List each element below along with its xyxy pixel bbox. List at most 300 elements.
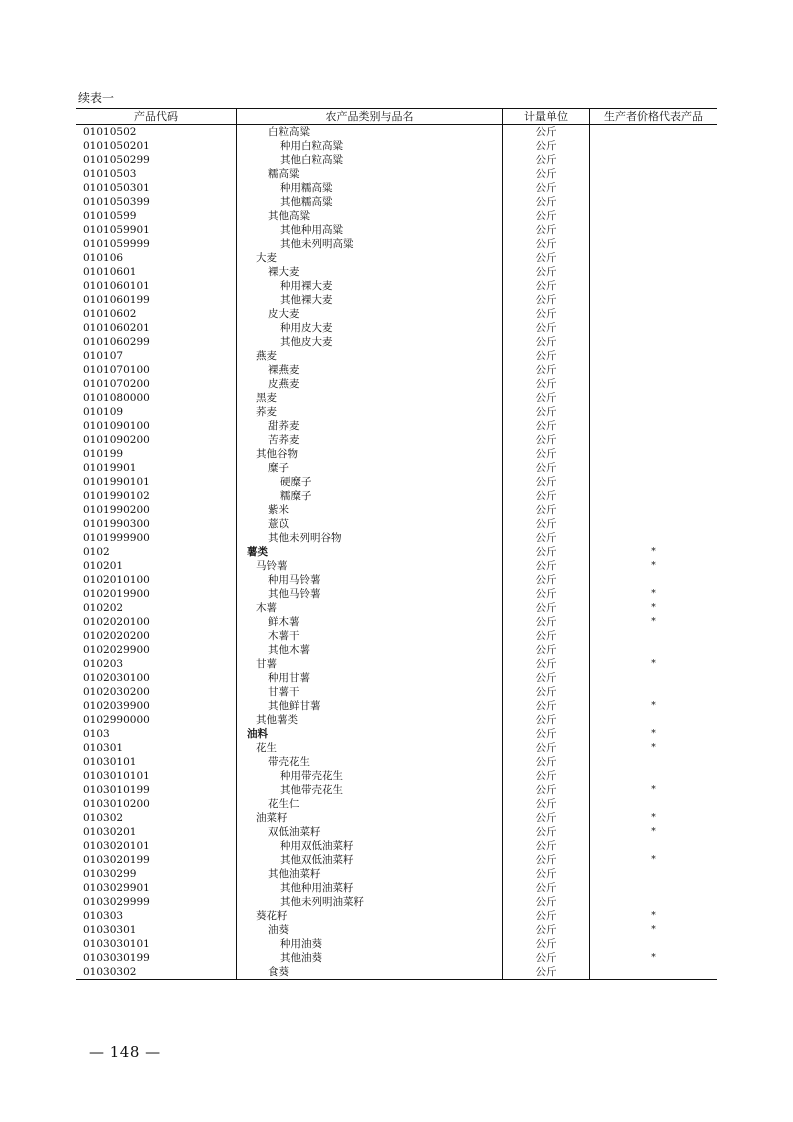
table-row bbox=[76, 181, 717, 195]
price-representative-mark-cell bbox=[589, 391, 717, 405]
product-name-cell: 白粒高粱 bbox=[236, 125, 502, 139]
table-row bbox=[76, 895, 717, 909]
table-header-row bbox=[76, 109, 717, 125]
product-name-cell: 其他高粱 bbox=[236, 209, 502, 223]
table-row bbox=[76, 433, 717, 447]
unit-cell: 公斤 bbox=[502, 545, 589, 559]
price-representative-mark-cell bbox=[589, 797, 717, 811]
product-name-cell: 其他马铃薯 bbox=[236, 587, 502, 601]
table-row bbox=[76, 139, 717, 153]
unit-cell: 公斤 bbox=[502, 307, 589, 321]
product-name-cell: 种用甘薯 bbox=[236, 671, 502, 685]
price-representative-mark-cell: * bbox=[589, 783, 717, 797]
product-code-cell: 01010503 bbox=[83, 168, 137, 180]
product-name-cell: 种用油葵 bbox=[236, 937, 502, 951]
product-name-cell: 苦荞麦 bbox=[236, 433, 502, 447]
price-representative-mark-cell bbox=[589, 643, 717, 657]
price-representative-mark-cell bbox=[589, 531, 717, 545]
product-code-cell: 0102030200 bbox=[83, 686, 150, 698]
product-name-cell: 油菜籽 bbox=[236, 811, 502, 825]
price-representative-mark-cell bbox=[589, 489, 717, 503]
product-name-cell: 紫米 bbox=[236, 503, 502, 517]
product-code-cell: 0102020100 bbox=[83, 616, 150, 628]
unit-cell: 公斤 bbox=[502, 489, 589, 503]
unit-cell: 公斤 bbox=[502, 293, 589, 307]
unit-cell: 公斤 bbox=[502, 615, 589, 629]
table-row bbox=[76, 531, 717, 545]
unit-cell: 公斤 bbox=[502, 867, 589, 881]
price-representative-mark-cell bbox=[589, 363, 717, 377]
table-row bbox=[76, 881, 717, 895]
product-name-cell: 甘薯 bbox=[236, 657, 502, 671]
price-representative-mark-cell: * bbox=[589, 657, 717, 671]
product-name-cell: 其他薯类 bbox=[236, 713, 502, 727]
product-code-cell: 0101090200 bbox=[83, 434, 150, 446]
header-price-representative: 生产者价格代表产品 bbox=[589, 109, 717, 124]
price-representative-mark-cell bbox=[589, 629, 717, 643]
product-code-cell: 01030302 bbox=[83, 966, 137, 978]
table-row bbox=[76, 447, 717, 461]
table-row bbox=[76, 671, 717, 685]
price-representative-mark-cell bbox=[589, 321, 717, 335]
unit-cell: 公斤 bbox=[502, 671, 589, 685]
unit-cell: 公斤 bbox=[502, 349, 589, 363]
product-code-cell: 0101050301 bbox=[83, 182, 150, 194]
table-row bbox=[76, 517, 717, 531]
price-representative-mark-cell bbox=[589, 335, 717, 349]
price-representative-mark-cell bbox=[589, 503, 717, 517]
price-representative-mark-cell bbox=[589, 153, 717, 167]
unit-cell: 公斤 bbox=[502, 139, 589, 153]
product-code-cell: 0103030101 bbox=[83, 938, 150, 950]
price-representative-mark-cell bbox=[589, 685, 717, 699]
product-name-cell: 食葵 bbox=[236, 965, 502, 979]
product-name-cell: 鲜木薯 bbox=[236, 615, 502, 629]
price-representative-mark-cell bbox=[589, 839, 717, 853]
price-representative-mark-cell bbox=[589, 195, 717, 209]
unit-cell: 公斤 bbox=[502, 741, 589, 755]
unit-cell: 公斤 bbox=[502, 727, 589, 741]
price-representative-mark-cell bbox=[589, 223, 717, 237]
table-row bbox=[76, 811, 717, 825]
table-row bbox=[76, 839, 717, 853]
product-name-cell: 裸大麦 bbox=[236, 265, 502, 279]
unit-cell: 公斤 bbox=[502, 223, 589, 237]
product-name-cell: 花生仁 bbox=[236, 797, 502, 811]
price-representative-mark-cell bbox=[589, 419, 717, 433]
product-code-cell: 0102990000 bbox=[83, 714, 150, 726]
table-row bbox=[76, 195, 717, 209]
table-row bbox=[76, 489, 717, 503]
product-name-cell: 其他未列明油菜籽 bbox=[236, 895, 502, 909]
product-name-cell: 其他糯高粱 bbox=[236, 195, 502, 209]
product-name-cell: 油葵 bbox=[236, 923, 502, 937]
unit-cell: 公斤 bbox=[502, 335, 589, 349]
price-representative-mark-cell: * bbox=[589, 741, 717, 755]
product-name-cell: 木薯 bbox=[236, 601, 502, 615]
product-name-cell: 其他油菜籽 bbox=[236, 867, 502, 881]
table-row bbox=[76, 153, 717, 167]
product-code-cell: 0101060201 bbox=[83, 322, 150, 334]
unit-cell: 公斤 bbox=[502, 657, 589, 671]
product-name-cell: 种用带壳花生 bbox=[236, 769, 502, 783]
header-product-code: 产品代码 bbox=[134, 110, 178, 123]
price-representative-mark-cell bbox=[589, 937, 717, 951]
unit-cell: 公斤 bbox=[502, 839, 589, 853]
product-code-cell: 0101050299 bbox=[83, 154, 150, 166]
table-row bbox=[76, 755, 717, 769]
product-code-cell: 0103020199 bbox=[83, 854, 150, 866]
unit-cell: 公斤 bbox=[502, 909, 589, 923]
product-name-cell: 皮燕麦 bbox=[236, 377, 502, 391]
price-representative-mark-cell bbox=[589, 237, 717, 251]
product-name-cell: 其他双低油菜籽 bbox=[236, 853, 502, 867]
price-representative-mark-cell: * bbox=[589, 923, 717, 937]
table-row bbox=[76, 685, 717, 699]
price-representative-mark-cell bbox=[589, 405, 717, 419]
product-code-cell: 0101050201 bbox=[83, 140, 150, 152]
unit-cell: 公斤 bbox=[502, 573, 589, 587]
product-code-cell: 0103010101 bbox=[83, 770, 150, 782]
product-name-cell: 种用马铃薯 bbox=[236, 573, 502, 587]
table-row bbox=[76, 321, 717, 335]
price-representative-mark-cell bbox=[589, 293, 717, 307]
price-representative-mark-cell bbox=[589, 517, 717, 531]
product-name-cell: 种用糯高粱 bbox=[236, 181, 502, 195]
price-representative-mark-cell bbox=[589, 433, 717, 447]
product-name-cell: 其他未列明高粱 bbox=[236, 237, 502, 251]
product-code-cell: 01019901 bbox=[83, 462, 137, 474]
product-name-cell: 种用双低油菜籽 bbox=[236, 839, 502, 853]
unit-cell: 公斤 bbox=[502, 797, 589, 811]
table-row bbox=[76, 629, 717, 643]
unit-cell: 公斤 bbox=[502, 853, 589, 867]
unit-cell: 公斤 bbox=[502, 825, 589, 839]
table-row bbox=[76, 937, 717, 951]
table-body bbox=[76, 125, 717, 979]
product-name-cell: 花生 bbox=[236, 741, 502, 755]
unit-cell: 公斤 bbox=[502, 811, 589, 825]
product-code-cell: 01030301 bbox=[83, 924, 137, 936]
table-row bbox=[76, 223, 717, 237]
unit-cell: 公斤 bbox=[502, 279, 589, 293]
unit-cell: 公斤 bbox=[502, 685, 589, 699]
table-row bbox=[76, 713, 717, 727]
product-code-cell: 0101990102 bbox=[83, 490, 150, 502]
product-name-cell: 大麦 bbox=[236, 251, 502, 265]
product-code-cell: 0102010100 bbox=[83, 574, 150, 586]
product-code-cell: 0102 bbox=[83, 546, 110, 558]
product-code-cell: 01010602 bbox=[83, 308, 137, 320]
unit-cell: 公斤 bbox=[502, 965, 589, 979]
product-code-cell: 01010502 bbox=[83, 126, 137, 138]
unit-cell: 公斤 bbox=[502, 195, 589, 209]
product-name-cell: 裸燕麦 bbox=[236, 363, 502, 377]
product-code-cell: 0101990200 bbox=[83, 504, 150, 516]
table-row bbox=[76, 853, 717, 867]
product-name-cell: 其他种用高粱 bbox=[236, 223, 502, 237]
product-code-cell: 0102019900 bbox=[83, 588, 150, 600]
product-code-cell: 010199 bbox=[83, 448, 124, 460]
price-representative-mark-cell bbox=[589, 181, 717, 195]
product-name-cell: 葵花籽 bbox=[236, 909, 502, 923]
price-representative-mark-cell bbox=[589, 139, 717, 153]
price-representative-mark-cell bbox=[589, 265, 717, 279]
product-code-cell: 0101080000 bbox=[83, 392, 150, 404]
table-row bbox=[76, 657, 717, 671]
unit-cell: 公斤 bbox=[502, 951, 589, 965]
product-code-cell: 010109 bbox=[83, 406, 124, 418]
table-row bbox=[76, 909, 717, 923]
product-code-cell: 01030101 bbox=[83, 756, 137, 768]
price-representative-mark-cell bbox=[589, 573, 717, 587]
price-representative-mark-cell bbox=[589, 307, 717, 321]
price-representative-mark-cell bbox=[589, 755, 717, 769]
price-representative-mark-cell: * bbox=[589, 853, 717, 867]
unit-cell: 公斤 bbox=[502, 923, 589, 937]
table-caption: 续表一 bbox=[78, 91, 115, 105]
product-code-cell: 0103010199 bbox=[83, 784, 150, 796]
product-code-cell: 0101070200 bbox=[83, 378, 150, 390]
product-name-cell: 黑麦 bbox=[236, 391, 502, 405]
product-code-cell: 01030201 bbox=[83, 826, 137, 838]
price-representative-mark-cell: * bbox=[589, 587, 717, 601]
price-representative-mark-cell bbox=[589, 965, 717, 979]
product-code-cell: 0101060101 bbox=[83, 280, 150, 292]
product-name-cell: 种用裸大麦 bbox=[236, 279, 502, 293]
product-code-cell: 0102020200 bbox=[83, 630, 150, 642]
product-code-cell: 0103010200 bbox=[83, 798, 150, 810]
unit-cell: 公斤 bbox=[502, 601, 589, 615]
unit-cell: 公斤 bbox=[502, 755, 589, 769]
table-row bbox=[76, 377, 717, 391]
table-row bbox=[76, 825, 717, 839]
product-name-cell: 带壳花生 bbox=[236, 755, 502, 769]
table-row bbox=[76, 475, 717, 489]
price-representative-mark-cell: * bbox=[589, 545, 717, 559]
price-representative-mark-cell bbox=[589, 251, 717, 265]
price-representative-mark-cell bbox=[589, 895, 717, 909]
price-representative-mark-cell bbox=[589, 377, 717, 391]
unit-cell: 公斤 bbox=[502, 405, 589, 419]
product-code-cell: 0103030199 bbox=[83, 952, 150, 964]
price-representative-mark-cell: * bbox=[589, 615, 717, 629]
product-name-cell: 其他油葵 bbox=[236, 951, 502, 965]
product-code-cell: 0103029999 bbox=[83, 896, 150, 908]
table-row bbox=[76, 965, 717, 979]
unit-cell: 公斤 bbox=[502, 503, 589, 517]
unit-cell: 公斤 bbox=[502, 559, 589, 573]
product-name-cell: 荞麦 bbox=[236, 405, 502, 419]
unit-cell: 公斤 bbox=[502, 629, 589, 643]
product-name-cell: 糯糜子 bbox=[236, 489, 502, 503]
product-name-cell: 甘薯干 bbox=[236, 685, 502, 699]
price-representative-mark-cell bbox=[589, 475, 717, 489]
unit-cell: 公斤 bbox=[502, 699, 589, 713]
product-name-cell: 其他未列明谷物 bbox=[236, 531, 502, 545]
table-row bbox=[76, 237, 717, 251]
table-row bbox=[76, 503, 717, 517]
product-name-cell: 其他白粒高粱 bbox=[236, 153, 502, 167]
product-code-cell: 0103029901 bbox=[83, 882, 150, 894]
table-row bbox=[76, 867, 717, 881]
unit-cell: 公斤 bbox=[502, 419, 589, 433]
product-code-cell: 0101090100 bbox=[83, 420, 150, 432]
table-row bbox=[76, 209, 717, 223]
unit-cell: 公斤 bbox=[502, 377, 589, 391]
table-row bbox=[76, 741, 717, 755]
unit-cell: 公斤 bbox=[502, 475, 589, 489]
price-representative-mark-cell bbox=[589, 125, 717, 139]
table-row bbox=[76, 559, 717, 573]
price-representative-mark-cell: * bbox=[589, 811, 717, 825]
table-row bbox=[76, 125, 717, 139]
product-name-cell: 硬糜子 bbox=[236, 475, 502, 489]
product-name-cell: 燕麦 bbox=[236, 349, 502, 363]
table-row bbox=[76, 783, 717, 797]
product-code-cell: 0101990300 bbox=[83, 518, 150, 530]
product-code-cell: 010301 bbox=[83, 742, 124, 754]
table-row bbox=[76, 797, 717, 811]
table-row bbox=[76, 419, 717, 433]
product-name-cell: 甜荞麦 bbox=[236, 419, 502, 433]
unit-cell: 公斤 bbox=[502, 531, 589, 545]
header-category-name: 农产品类别与品名 bbox=[236, 109, 502, 124]
product-code-cell: 010303 bbox=[83, 910, 124, 922]
unit-cell: 公斤 bbox=[502, 769, 589, 783]
product-code-cell: 0102030100 bbox=[83, 672, 150, 684]
unit-cell: 公斤 bbox=[502, 643, 589, 657]
unit-cell: 公斤 bbox=[502, 209, 589, 223]
price-representative-mark-cell: * bbox=[589, 909, 717, 923]
product-table bbox=[76, 108, 717, 980]
product-code-cell: 010107 bbox=[83, 350, 124, 362]
product-name-cell: 木薯干 bbox=[236, 629, 502, 643]
price-representative-mark-cell bbox=[589, 349, 717, 363]
product-code-cell: 0101060299 bbox=[83, 336, 150, 348]
price-representative-mark-cell: * bbox=[589, 951, 717, 965]
price-representative-mark-cell: * bbox=[589, 825, 717, 839]
table-row bbox=[76, 307, 717, 321]
product-code-cell: 010201 bbox=[83, 560, 124, 572]
unit-cell: 公斤 bbox=[502, 447, 589, 461]
product-name-cell: 糯高粱 bbox=[236, 167, 502, 181]
table-row bbox=[76, 251, 717, 265]
unit-cell: 公斤 bbox=[502, 461, 589, 475]
header-unit: 计量单位 bbox=[502, 109, 589, 124]
product-code-cell: 0101990101 bbox=[83, 476, 150, 488]
table-row bbox=[76, 279, 717, 293]
price-representative-mark-cell: * bbox=[589, 601, 717, 615]
table-row bbox=[76, 699, 717, 713]
product-code-cell: 0103020101 bbox=[83, 840, 150, 852]
product-name-cell: 薏苡 bbox=[236, 517, 502, 531]
product-name-cell: 其他木薯 bbox=[236, 643, 502, 657]
product-name-cell: 糜子 bbox=[236, 461, 502, 475]
price-representative-mark-cell bbox=[589, 769, 717, 783]
unit-cell: 公斤 bbox=[502, 433, 589, 447]
page-number: — 148 — bbox=[89, 1043, 161, 1061]
product-name-cell: 种用皮大麦 bbox=[236, 321, 502, 335]
product-name-cell: 其他种用油菜籽 bbox=[236, 881, 502, 895]
unit-cell: 公斤 bbox=[502, 251, 589, 265]
product-code-cell: 010202 bbox=[83, 602, 124, 614]
unit-cell: 公斤 bbox=[502, 363, 589, 377]
unit-cell: 公斤 bbox=[502, 125, 589, 139]
product-name-cell: 马铃薯 bbox=[236, 559, 502, 573]
price-representative-mark-cell bbox=[589, 447, 717, 461]
product-name-cell: 其他谷物 bbox=[236, 447, 502, 461]
price-representative-mark-cell bbox=[589, 671, 717, 685]
table-row bbox=[76, 349, 717, 363]
product-code-cell: 0101999900 bbox=[83, 532, 150, 544]
table-row bbox=[76, 293, 717, 307]
unit-cell: 公斤 bbox=[502, 391, 589, 405]
table-row bbox=[76, 391, 717, 405]
unit-cell: 公斤 bbox=[502, 937, 589, 951]
table-row bbox=[76, 601, 717, 615]
table-row bbox=[76, 615, 717, 629]
product-name-cell: 双低油菜籽 bbox=[236, 825, 502, 839]
unit-cell: 公斤 bbox=[502, 587, 589, 601]
table-row bbox=[76, 167, 717, 181]
price-representative-mark-cell bbox=[589, 713, 717, 727]
product-code-cell: 0101059901 bbox=[83, 224, 150, 236]
unit-cell: 公斤 bbox=[502, 895, 589, 909]
unit-cell: 公斤 bbox=[502, 181, 589, 195]
unit-cell: 公斤 bbox=[502, 713, 589, 727]
product-name-cell: 其他皮大麦 bbox=[236, 335, 502, 349]
price-representative-mark-cell bbox=[589, 461, 717, 475]
table-row bbox=[76, 363, 717, 377]
product-code-cell: 0101070100 bbox=[83, 364, 150, 376]
unit-cell: 公斤 bbox=[502, 167, 589, 181]
table-row bbox=[76, 265, 717, 279]
product-name-cell: 皮大麦 bbox=[236, 307, 502, 321]
unit-cell: 公斤 bbox=[502, 321, 589, 335]
table-row bbox=[76, 727, 717, 741]
product-code-cell: 0102039900 bbox=[83, 700, 150, 712]
table-row bbox=[76, 545, 717, 559]
product-name-cell: 种用白粒高粱 bbox=[236, 139, 502, 153]
price-representative-mark-cell: * bbox=[589, 559, 717, 573]
product-code-cell: 01010601 bbox=[83, 266, 137, 278]
unit-cell: 公斤 bbox=[502, 783, 589, 797]
table-row bbox=[76, 587, 717, 601]
price-representative-mark-cell: * bbox=[589, 699, 717, 713]
price-representative-mark-cell bbox=[589, 867, 717, 881]
unit-cell: 公斤 bbox=[502, 237, 589, 251]
product-name-cell: 其他裸大麦 bbox=[236, 293, 502, 307]
price-representative-mark-cell bbox=[589, 209, 717, 223]
product-name-cell: 其他鲜甘薯 bbox=[236, 699, 502, 713]
product-code-cell: 010203 bbox=[83, 658, 124, 670]
product-code-cell: 01030299 bbox=[83, 868, 137, 880]
table-row bbox=[76, 405, 717, 419]
product-code-cell: 010302 bbox=[83, 812, 124, 824]
product-code-cell: 0103 bbox=[83, 728, 110, 740]
price-representative-mark-cell bbox=[589, 279, 717, 293]
product-name-cell: 其他带壳花生 bbox=[236, 783, 502, 797]
table-row bbox=[76, 643, 717, 657]
unit-cell: 公斤 bbox=[502, 265, 589, 279]
unit-cell: 公斤 bbox=[502, 153, 589, 167]
product-name-cell: 薯类 bbox=[236, 545, 502, 559]
price-representative-mark-cell: * bbox=[589, 727, 717, 741]
price-representative-mark-cell bbox=[589, 881, 717, 895]
price-representative-mark-cell bbox=[589, 167, 717, 181]
table-row bbox=[76, 923, 717, 937]
